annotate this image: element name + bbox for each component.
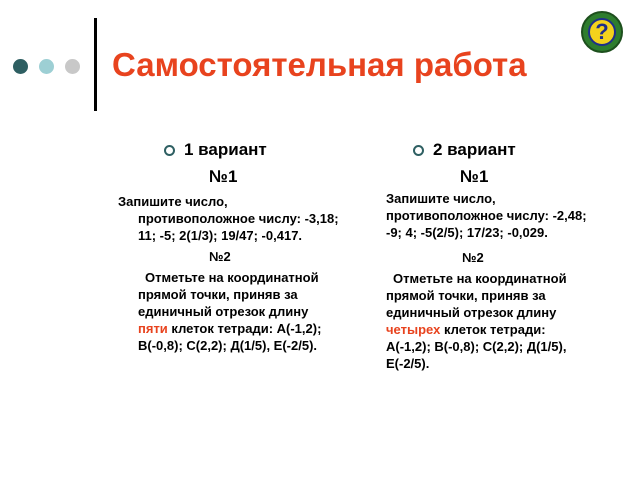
bullet-icon xyxy=(164,145,175,156)
variant-2-heading xyxy=(413,139,628,161)
slide-title: Самостоятельная работа xyxy=(112,46,527,83)
task-2-after: клеток тетради: А(-1,2); В(-0,8); С(2,2); Д(1/5), Е(-2/5). xyxy=(386,322,567,371)
variant-1-column xyxy=(118,139,379,354)
question-icon: ? xyxy=(588,18,616,46)
task-1-head: Запишите число, xyxy=(386,191,496,206)
decor-dot-light xyxy=(39,59,54,74)
variant-1-heading xyxy=(164,139,379,161)
task-1-number: №1 xyxy=(209,167,238,186)
task-2-before: Отметьте на координатной прямой точки, приняв за единичный отрезок длину xyxy=(138,270,319,319)
task-1-head: Запишите число, xyxy=(118,194,228,209)
variant-label: 1 вариант xyxy=(184,140,267,159)
title-divider xyxy=(94,18,97,111)
decor-dot-gray xyxy=(65,59,80,74)
task-2-after: клеток тетради: А(-1,2); В(-0,8); С(2,2); Д(1/5), Е(-2/5). xyxy=(138,321,322,353)
task-2-number: №2 xyxy=(462,250,484,265)
task-1-body: противоположное числу: -2,48; -9; 4; -5(2/5); 17/23; -0,029. xyxy=(386,208,587,240)
variant-label: 2 вариант xyxy=(433,140,516,159)
task-2-text xyxy=(386,270,580,372)
task-1-number: №1 xyxy=(460,167,489,186)
task-2-highlight: пяти xyxy=(138,321,168,336)
decor-dot-dark xyxy=(13,59,28,74)
task-2-highlight: четырех xyxy=(386,322,441,337)
bullet-icon xyxy=(413,145,424,156)
task-1-body: противоположное числу: -3,18; 11; -5; 2(1/3); 19/47; -0,417. xyxy=(138,211,339,243)
task-2-before: Отметьте на координатной прямой точки, приняв за единичный отрезок длину xyxy=(386,271,567,320)
task-2-text xyxy=(138,269,332,354)
variant-2-column xyxy=(386,139,628,372)
task-2-number: №2 xyxy=(209,249,231,264)
help-button[interactable] xyxy=(581,11,623,53)
